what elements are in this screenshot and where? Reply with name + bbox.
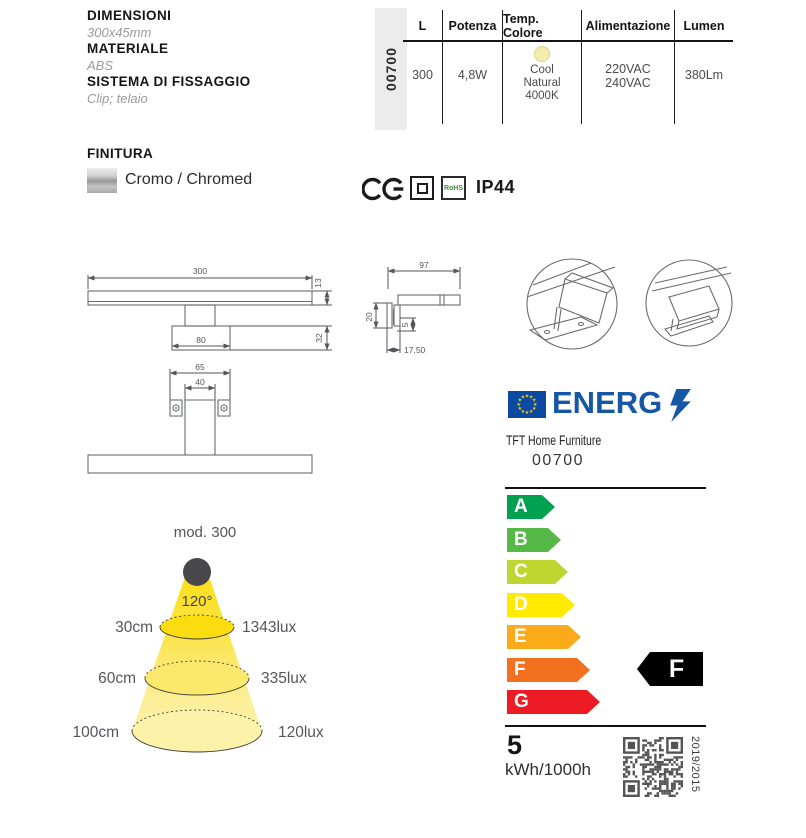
cell-lumen: 380Lm xyxy=(684,68,724,82)
fissaggio-value: Clip; telaio xyxy=(87,90,148,106)
side-view-drawing xyxy=(364,260,460,355)
table-col-alimentazione xyxy=(582,10,675,124)
beam-angle: 120° xyxy=(181,593,213,610)
dim-bar-height: 13 xyxy=(313,278,323,288)
brand-name: TFT Home Furniture xyxy=(506,433,602,448)
rating-arrow xyxy=(637,652,703,686)
ip-rating: IP44 xyxy=(476,177,516,197)
dim-offset: 17,50 xyxy=(404,345,426,355)
lux-100cm: 120lux xyxy=(278,724,324,741)
mounting-detail-1 xyxy=(527,259,617,349)
energy-title: ENERG xyxy=(552,385,663,420)
energy-class-arrow-e: E xyxy=(507,625,581,649)
materiale-label: MATERIALE xyxy=(87,41,169,56)
col-header: Temp. Colore xyxy=(503,12,543,40)
inner-square xyxy=(417,183,428,194)
beam-title: mod. 300 xyxy=(173,524,237,541)
cell-voltage-1: 220VAC xyxy=(605,62,651,76)
dim-base-width: 80 xyxy=(196,335,206,345)
svg-text:★: ★ xyxy=(524,410,530,416)
lamp-icon xyxy=(183,558,211,586)
cell-temp-line: Cool xyxy=(530,64,554,76)
consumption-unit: kWh/1000h xyxy=(505,760,591,779)
energy-class-arrow-f: F xyxy=(507,658,590,682)
dim-body-depth: 32 xyxy=(314,333,324,343)
dim-height: 20 xyxy=(364,312,374,322)
energy-class-arrow-g: G xyxy=(507,690,600,714)
dim-total-width: 300 xyxy=(192,266,208,276)
svg-text:★: ★ xyxy=(516,401,522,408)
energy-class-arrow-c: C xyxy=(507,560,568,584)
regulation-number: 2019/2015 xyxy=(689,736,701,793)
col-header: Alimentazione xyxy=(585,19,671,33)
model-number: 00700 xyxy=(532,452,584,469)
table-col-l xyxy=(403,10,443,124)
label-rule-top xyxy=(505,487,706,489)
materiale-value: ABS xyxy=(87,57,114,73)
table-col-potenza xyxy=(443,10,503,124)
table-col-lumen xyxy=(675,10,733,124)
rohs-icon xyxy=(441,176,466,200)
label-rule-bottom xyxy=(505,725,706,727)
table-col-temp xyxy=(503,10,582,124)
cell-voltage-2: 240VAC xyxy=(605,76,651,90)
finitura-value: Cromo / Chromed xyxy=(125,171,253,188)
table-header-rule xyxy=(403,40,733,42)
energy-class-arrow-b: B xyxy=(507,528,561,552)
energy-class-arrow-d: D xyxy=(507,593,575,617)
mounting-detail-2 xyxy=(646,260,732,346)
energy-class-arrow-a: A xyxy=(507,495,555,519)
dim-bracket-outer: 65 xyxy=(195,362,205,372)
svg-text:★: ★ xyxy=(531,405,537,412)
col-header: Lumen xyxy=(683,19,725,33)
energy-label xyxy=(505,385,706,800)
col-header: Potenza xyxy=(448,19,497,33)
rohs-text: RoHS xyxy=(443,184,464,192)
dim-bracket-inner: 40 xyxy=(195,377,205,387)
beam-ellipse-60cm xyxy=(145,661,249,695)
beam-diagram xyxy=(60,515,350,805)
bracket-view-drawing xyxy=(88,362,312,473)
beam-ellipse-30cm xyxy=(160,615,234,639)
svg-text:★: ★ xyxy=(517,397,523,404)
lightning-bolt-icon xyxy=(669,389,692,422)
lux-60cm: 335lux xyxy=(261,670,307,687)
rating-arrow-tip xyxy=(637,652,650,686)
energy-class-scale xyxy=(507,495,600,714)
svg-text:★: ★ xyxy=(520,408,526,415)
svg-text:★: ★ xyxy=(531,397,537,404)
ce-mark-icon xyxy=(362,175,404,203)
front-view-drawing xyxy=(88,266,332,350)
rating-letter: F xyxy=(650,652,703,686)
chrome-swatch xyxy=(87,168,117,193)
cell-l: 300 xyxy=(412,68,433,82)
dim-clip-gap: 5 xyxy=(400,322,410,328)
col-header: L xyxy=(418,19,427,33)
distance-100cm: 100cm xyxy=(72,724,119,741)
eu-flag-icon xyxy=(508,391,546,418)
svg-text:★: ★ xyxy=(532,401,538,408)
product-code: 00700 xyxy=(383,47,399,91)
cell-potenza: 4,8W xyxy=(457,68,488,82)
dimensioni-value: 300x45mm xyxy=(87,24,152,40)
beam-ellipse-100cm xyxy=(132,710,262,752)
dimensioni-label: DIMENSIONI xyxy=(87,8,172,23)
color-temp-dot xyxy=(534,46,550,62)
svg-text:★: ★ xyxy=(517,405,523,412)
finitura-label: FINITURA xyxy=(87,146,154,161)
consumption-value: 5 xyxy=(507,730,523,760)
svg-text:★: ★ xyxy=(528,394,534,401)
distance-60cm: 60cm xyxy=(98,670,136,687)
class-ii-insulation-icon xyxy=(410,176,434,200)
specs-block xyxy=(87,8,251,107)
svg-text:★: ★ xyxy=(524,393,530,400)
fissaggio-label: SISTEMA DI FISSAGGIO xyxy=(87,74,251,89)
distance-30cm: 30cm xyxy=(115,619,153,636)
cell-temp-line: 4000K xyxy=(525,90,559,102)
qr-code xyxy=(623,737,683,797)
dim-depth: 97 xyxy=(419,260,429,270)
lux-30cm: 1343lux xyxy=(242,619,297,636)
cell-temp-line: Natural xyxy=(523,77,561,89)
svg-text:★: ★ xyxy=(520,394,526,401)
svg-text:★: ★ xyxy=(528,408,534,415)
